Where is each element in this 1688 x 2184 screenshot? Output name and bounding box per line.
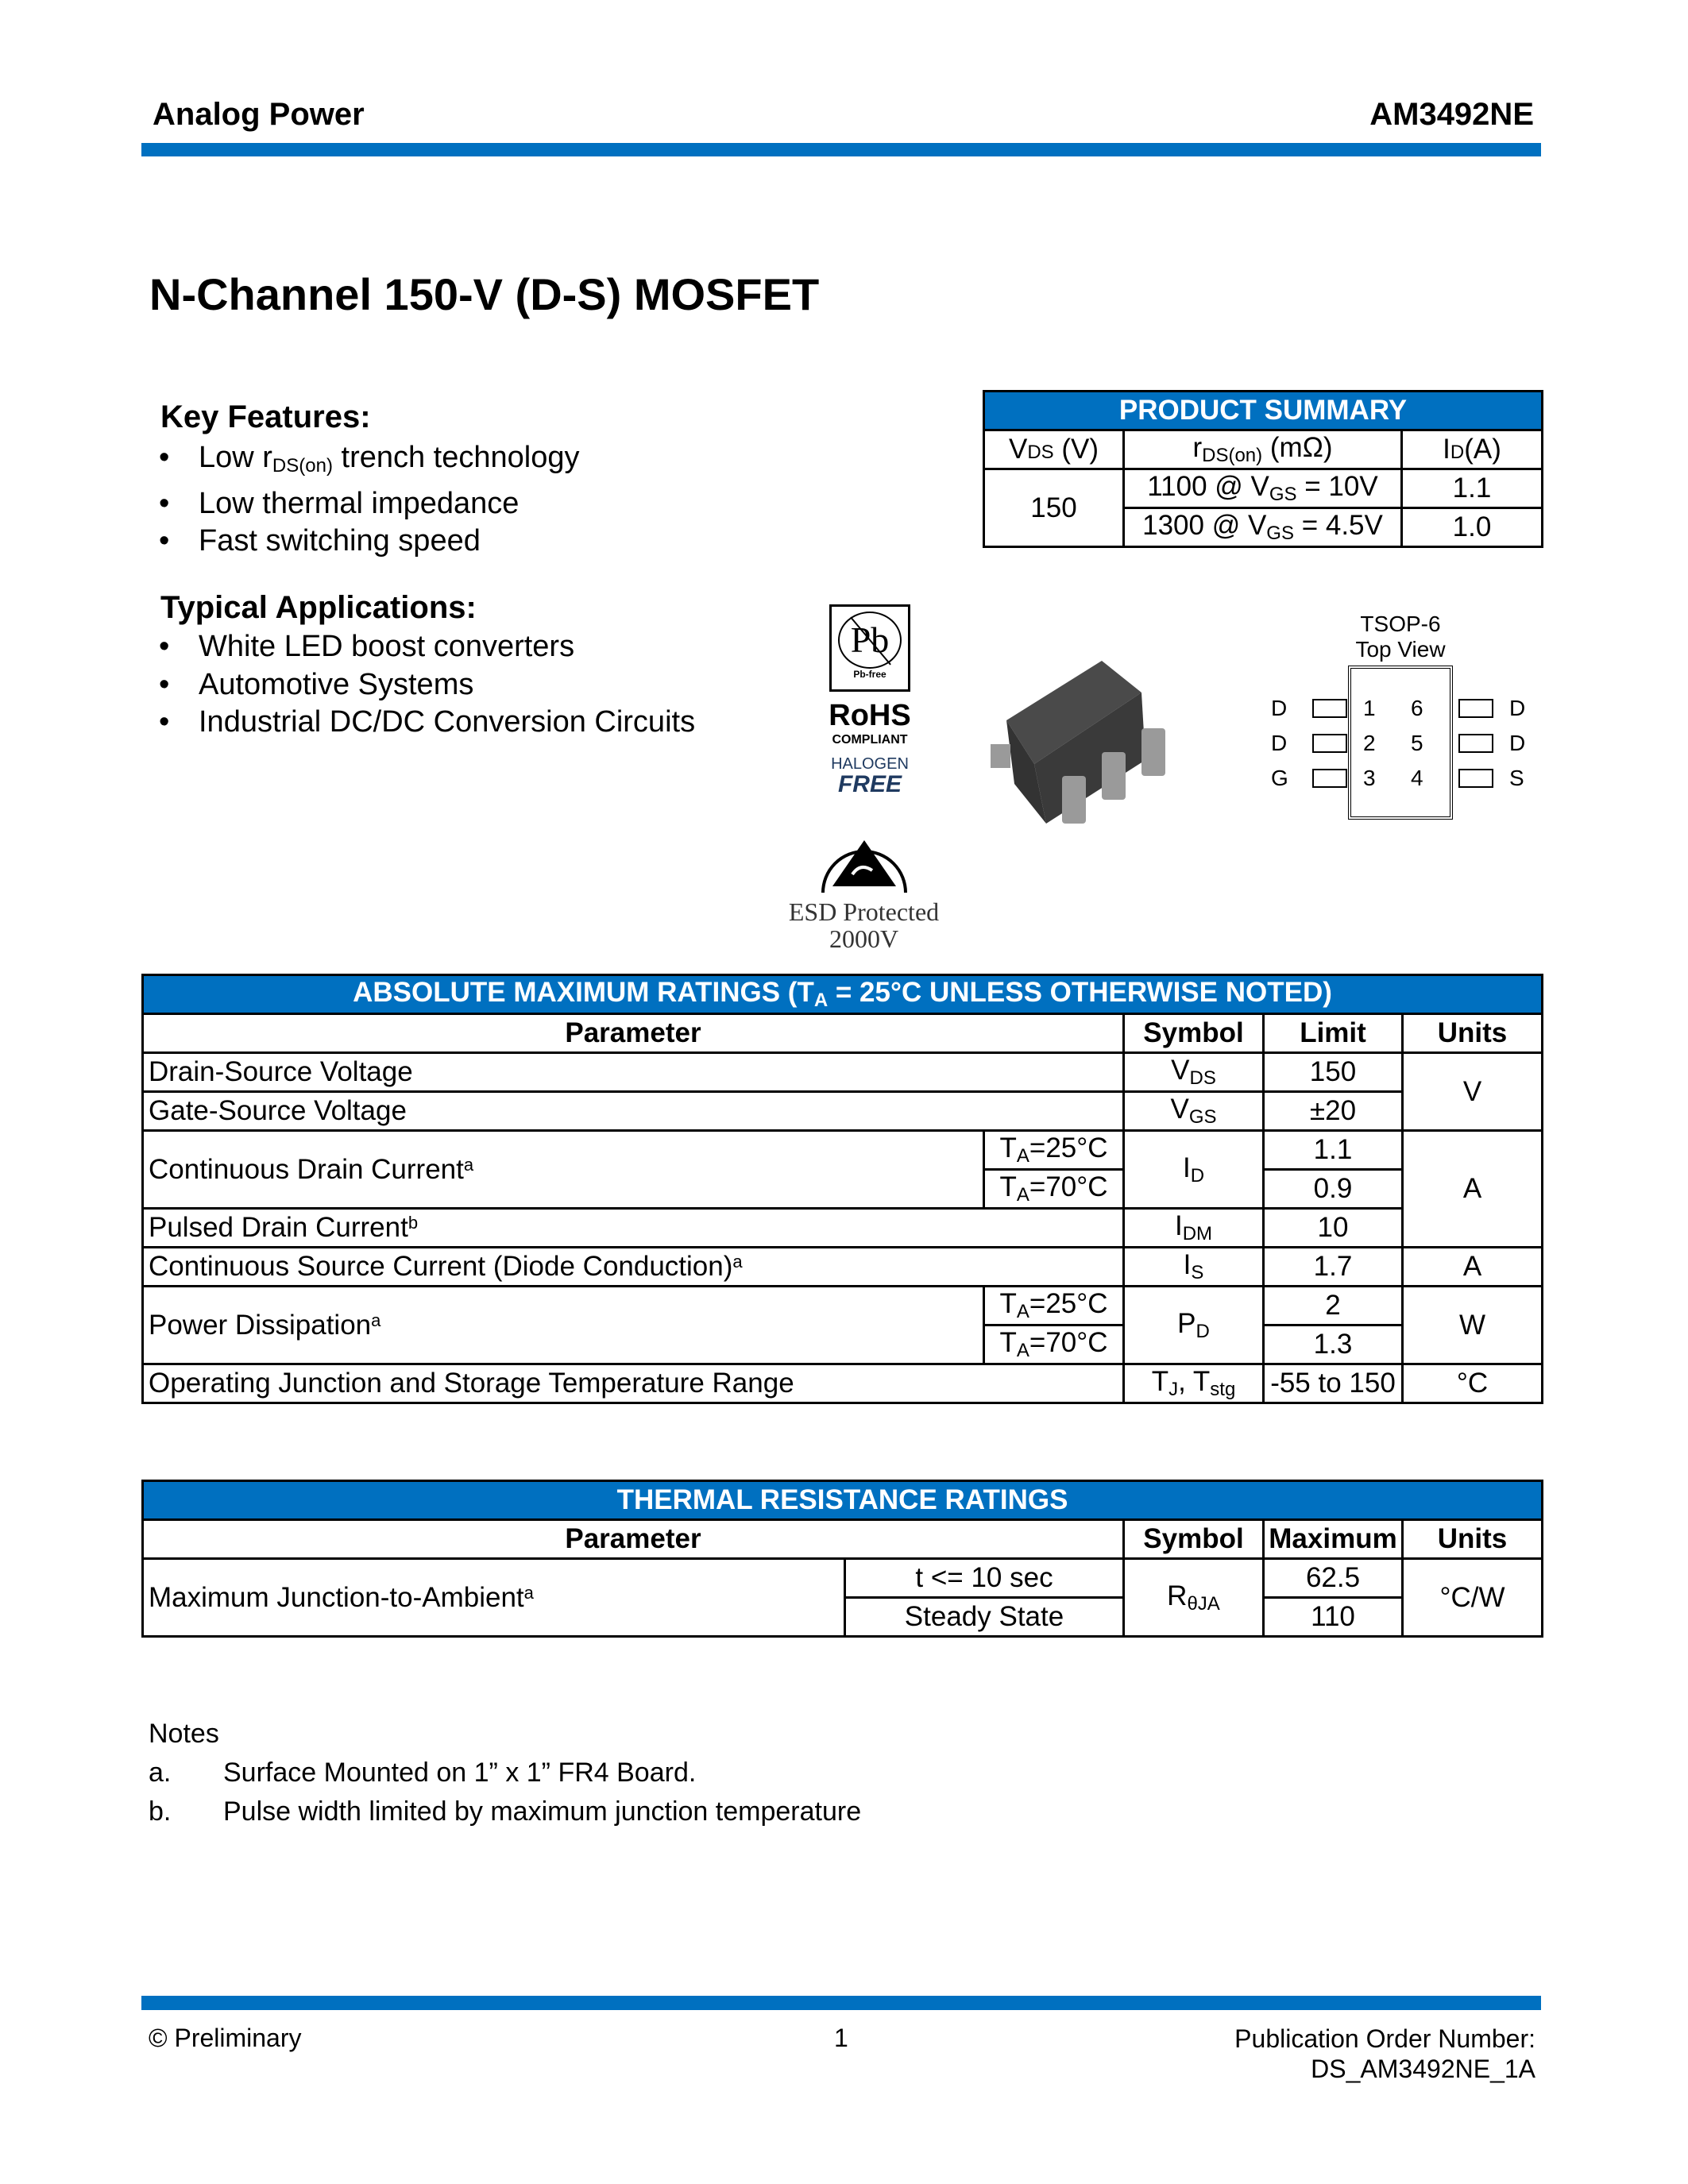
key-features-heading: Key Features: [160, 399, 371, 434]
note-a: a. Surface Mounted on 1” x 1” FR4 Board. [149, 1758, 697, 1788]
summary-title: PRODUCT SUMMARY [984, 392, 1543, 430]
thermal-resistance-table: THERMAL RESISTANCE RATINGS Parameter Symbol Maximum Units Maximum Junction-to-Ambient$^a$ t <= 10 sec $R_{\theta JA}$ 62.5 °C/W Steady State 110 [141, 1480, 1543, 1638]
page-number: 1 [834, 2024, 848, 2052]
package-title: TSOP-6 Top View [1355, 612, 1446, 662]
table-row: Power Dissipation$^a$ $T_A=25^\circ C$ $P_D$ 2 W [143, 1287, 1543, 1325]
list-item: • Industrial DC/DC Conversion Circuits [159, 704, 695, 742]
list-item: • Low thermal impedance [159, 485, 579, 523]
header-divider [141, 143, 1541, 156]
applications-list [159, 628, 695, 742]
pin-row: D 1 6 D [1271, 696, 1526, 720]
table-row: Operating Junction and Storage Temperature Range $T_J$, $T_{stg}$ -55 to 150 °C [143, 1364, 1543, 1403]
company-name: Analog Power [153, 97, 365, 132]
footer-copyright: © Preliminary [149, 2024, 302, 2052]
table-row: Maximum Junction-to-Ambient$^a$ t <= 10 sec $R_{\theta JA}$ 62.5 °C/W [143, 1559, 1543, 1598]
table-row: Continuous Drain Current$^a$ $T_A=25^\circ C$ $I_D$ 1.1 A [143, 1131, 1543, 1170]
key-features-list [159, 439, 579, 561]
footer-divider [141, 1996, 1541, 2010]
list-item: • Automotive Systems [159, 666, 695, 704]
product-summary-table: PRODUCT SUMMARY VDS (V) $r_{DS(on)}$ (mΩ) ID(A) 150 1100 @ $V_{GS} = 10V$ 1.1 1300 @ $V_{GS} = 4.5V$ 1.0 [983, 390, 1543, 548]
pb-free-icon: Pb Pb-free [829, 604, 910, 692]
pb-text: Pb [850, 619, 890, 660]
table-row: Gate-Source Voltage $V_{GS}$ ±20 [143, 1092, 1543, 1131]
part-number: AM3492NE [1369, 97, 1534, 132]
table-row: Pulsed Drain Current$^b$ $I_{DM}$ 10 [143, 1209, 1543, 1248]
table-row: $T_A=70^\circ C$ 1.3 [143, 1325, 1543, 1364]
tsop6-chip-image [987, 625, 1241, 824]
table-row: $T_A=70^\circ C$ 0.9 [143, 1170, 1543, 1209]
applications-heading: Typical Applications: [160, 590, 477, 625]
list-item: • White LED boost converters [159, 628, 695, 666]
esd-protected-icon: ESD Protected 2000V [782, 831, 945, 952]
publication-number: Publication Order Number: DS_AM3492NE_1A [1234, 2024, 1535, 2083]
list-item: • Low $r_{DS(on)}$ trench technology [159, 439, 579, 485]
page-title: N-Channel 150-V (D-S) MOSFET [149, 269, 820, 319]
table-row: Steady State 110 [143, 1598, 1543, 1637]
amr-title: ABSOLUTE MAXIMUM RATINGS ($T_A = 25^\circ C$ UNLESS OTHERWISE NOTED) [143, 975, 1543, 1014]
pin-row: G 3 4 S [1271, 766, 1524, 790]
list-item: • Fast switching speed [159, 523, 579, 561]
rohs-halogen-free-badge: RoHS COMPLIANT HALOGEN FREE [829, 699, 911, 797]
table-row: Drain-Source Voltage $V_{DS}$ 150 V [143, 1053, 1543, 1092]
pin-row: D 2 5 D [1271, 731, 1526, 755]
table-row: Continuous Source Current (Diode Conduction)$^a$ $I_S$ 1.7 A [143, 1248, 1543, 1287]
note-b: b. Pulse width limited by maximum junction temperature [149, 1796, 862, 1827]
pin-labels [1271, 691, 1533, 796]
notes-heading: Notes [149, 1719, 219, 1749]
absolute-maximum-ratings-table: ABSOLUTE MAXIMUM RATINGS ($T_A = 25^\circ C$ UNLESS OTHERWISE NOTED) Parameter Symbol Limit Units Drain-Source Voltage $V_{DS}$ 150 V Gate-Source Voltage $V_{GS}$ ±20 Continuous Drain Current$^a$ $T_A=25^\circ C$ $I_D$ 1.1 A $T_A=70^\circ C$ 0.9 Pulsed Drain Current$^b$ $I_{DM}$ 10 Continuous Source Current (Diode Conduction)$^a$ $I_S$ 1.7 A Power Dissipation$^a$ $T_A=25^\circ C$ $P_D$ 2 W $T_A=70^\circ C$ 1.3 Operating Junction and Storage Temperature Range $T_J$, $T_{stg}$ -55 to 150 °C [141, 974, 1543, 1404]
